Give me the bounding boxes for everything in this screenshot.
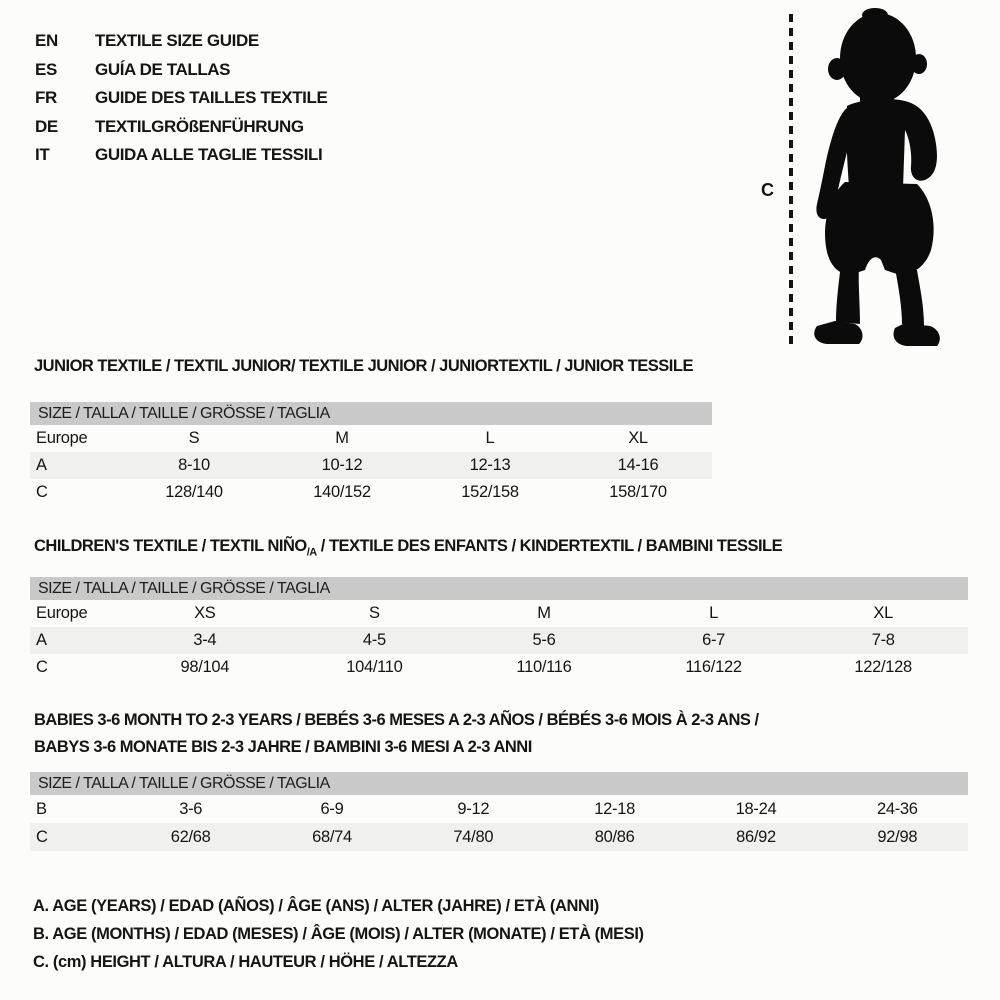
children-section-title xyxy=(34,537,782,558)
table-row xyxy=(30,627,968,654)
table-cell: 98/104 xyxy=(180,658,230,676)
table-cell: 12-18 xyxy=(594,799,635,818)
table-cell: 4-5 xyxy=(362,631,386,649)
size-header-bar: SIZE / TALLA / TAILLE / GRÖSSE / TAGLIA xyxy=(30,772,968,795)
row-label: Europe xyxy=(36,429,88,447)
table-cell: 104/110 xyxy=(346,658,403,676)
language-label: GUÍA DE TALLAS xyxy=(95,59,231,79)
size-header-bar: SIZE / TALLA / TAILLE / GRÖSSE / TAGLIA xyxy=(30,577,968,600)
language-code: EN xyxy=(35,31,58,51)
language-row-de xyxy=(35,113,327,142)
height-measure-label: C xyxy=(761,180,774,200)
row-label: B xyxy=(36,799,47,818)
table-cell: 6-7 xyxy=(702,631,726,649)
legend-line-a: A. AGE (YEARS) / EDAD (AÑOS) / ÂGE (ANS) / ALTER (JAHRE) / ETÀ (ANNI) xyxy=(33,897,599,915)
language-list xyxy=(35,27,327,170)
children-title-subscript: /A xyxy=(306,546,317,559)
table-cell: 5-6 xyxy=(532,631,556,649)
table-row xyxy=(30,479,712,506)
language-label: TEXTILE SIZE GUIDE xyxy=(95,31,259,51)
table-cell: XL xyxy=(628,429,648,447)
language-label: TEXTILGRÖßENFÜHRUNG xyxy=(95,116,304,136)
table-cell: 14-16 xyxy=(617,456,659,474)
table-cell: 7-8 xyxy=(871,631,895,649)
table-cell: 62/68 xyxy=(170,827,211,846)
babies-section-title xyxy=(34,707,759,761)
babies-size-table xyxy=(30,772,968,851)
table-cell: 12-13 xyxy=(469,456,511,474)
table-row xyxy=(30,823,968,851)
table-cell: L xyxy=(709,604,719,622)
table-cell: 6-9 xyxy=(320,799,344,818)
language-label: GUIDA ALLE TAGLIE TESSILI xyxy=(95,145,323,165)
table-cell: 68/74 xyxy=(312,827,352,846)
table-cell: M xyxy=(537,604,551,622)
children-title-suffix: / TEXTILE DES ENFANTS / KINDERTEXTIL / BAMBINI TESSILE xyxy=(316,537,783,555)
table-cell: 158/170 xyxy=(609,483,667,501)
legend-line-c: C. (cm) HEIGHT / ALTURA / HAUTEUR / HÖHE / ALTEZZA xyxy=(33,953,458,971)
table-cell: 110/116 xyxy=(516,658,572,676)
measurement-legend xyxy=(33,892,644,976)
language-code: IT xyxy=(35,145,50,165)
table-cell: 140/152 xyxy=(313,483,371,501)
table-cell: 10-12 xyxy=(321,456,363,474)
table-cell: 9-12 xyxy=(457,799,490,818)
row-label: C xyxy=(36,483,48,501)
table-cell: L xyxy=(485,429,495,447)
table-cell: 18-24 xyxy=(735,799,777,818)
table-row xyxy=(30,600,968,627)
row-label: A xyxy=(36,631,47,649)
babies-title-line1: BABIES 3-6 MONTH TO 2-3 YEARS / BEBÉS 3-6 MESES A 2-3 AÑOS / BÉBÉS 3-6 MOIS À 2-3 ANS / xyxy=(34,711,759,729)
table-cell: 86/92 xyxy=(736,827,776,846)
table-cell: 74/80 xyxy=(453,827,494,846)
table-row xyxy=(30,425,712,452)
language-row-fr xyxy=(35,84,327,113)
table-cell: 80/86 xyxy=(594,827,635,846)
row-label: C xyxy=(36,658,48,676)
junior-section-title: JUNIOR TEXTILE / TEXTIL JUNIOR/ TEXTILE JUNIOR / JUNIORTEXTIL / JUNIOR TESSILE xyxy=(34,357,693,375)
babies-title-line2: BABYS 3-6 MONATE BIS 2-3 JAHRE / BAMBINI 3-6 MESI A 2-3 ANNI xyxy=(34,738,532,756)
table-row xyxy=(30,654,968,681)
table-cell: XL xyxy=(873,604,893,622)
legend-line-b: B. AGE (MONTHS) / EDAD (MESES) / ÂGE (MOIS) / ALTER (MONATE) / ETÀ (MESI) xyxy=(33,925,644,943)
children-size-table xyxy=(30,577,968,681)
table-cell: 8-10 xyxy=(178,456,210,474)
language-code: DE xyxy=(35,116,58,136)
table-cell: 116/122 xyxy=(685,658,742,676)
children-title-prefix: CHILDREN'S TEXTILE / TEXTIL NIÑO xyxy=(34,537,307,555)
row-label: A xyxy=(36,456,47,474)
language-row-en xyxy=(35,27,327,56)
table-cell: XS xyxy=(194,604,216,622)
toddler-silhouette-icon xyxy=(803,6,959,350)
table-cell: 24-36 xyxy=(876,799,918,818)
table-cell: M xyxy=(335,429,349,447)
table-cell: 122/128 xyxy=(854,658,912,676)
language-code: FR xyxy=(35,88,57,108)
row-label: C xyxy=(36,827,48,846)
table-cell: S xyxy=(188,429,200,447)
table-cell: 92/98 xyxy=(877,827,918,846)
table-row xyxy=(30,795,968,823)
language-code: ES xyxy=(35,59,57,79)
height-measure-dashed-line xyxy=(789,14,793,344)
junior-size-table xyxy=(30,402,712,506)
table-cell: 152/158 xyxy=(461,483,519,501)
table-cell: 3-6 xyxy=(179,799,203,818)
table-row xyxy=(30,452,712,479)
language-label: GUIDE DES TAILLES TEXTILE xyxy=(95,88,328,108)
language-row-es xyxy=(35,56,327,85)
table-cell: 128/140 xyxy=(165,483,223,501)
row-label: Europe xyxy=(36,604,88,622)
language-row-it xyxy=(35,141,327,170)
size-header-bar: SIZE / TALLA / TAILLE / GRÖSSE / TAGLIA xyxy=(30,402,712,425)
table-cell: S xyxy=(369,604,380,622)
table-cell: 3-4 xyxy=(193,631,217,649)
